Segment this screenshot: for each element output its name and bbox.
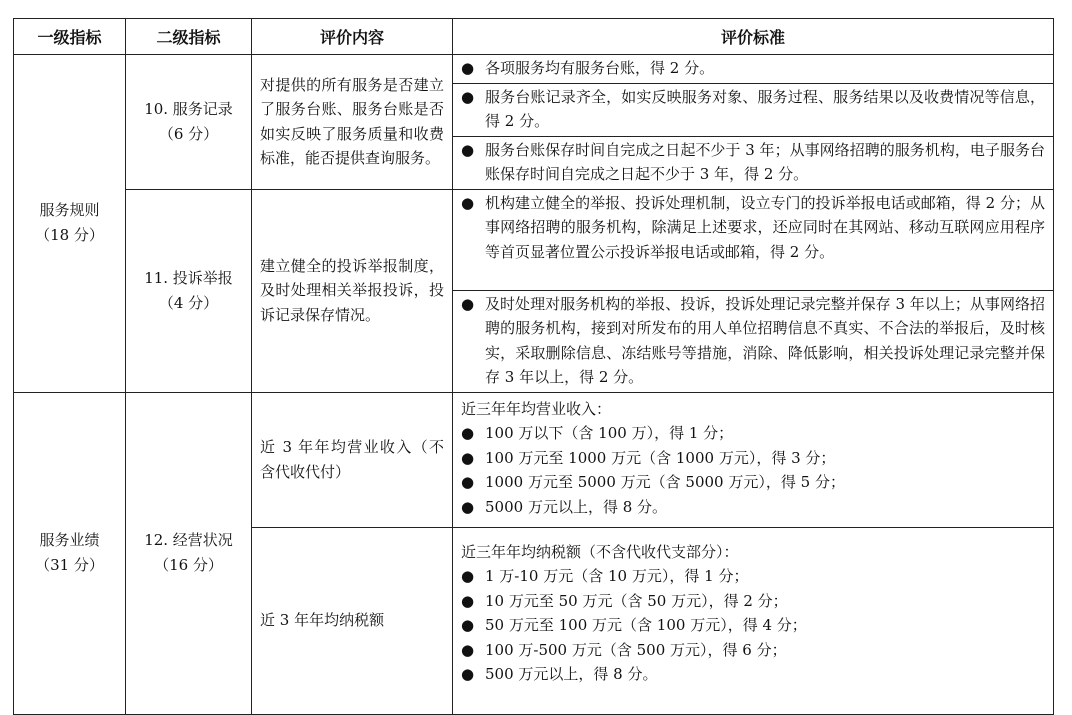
- level2-score: （6 分）: [158, 124, 219, 143]
- level1-title: 服务业绩: [39, 531, 100, 549]
- level2-cell: [126, 189, 252, 392]
- criterion-intro: 近三年年均营业收入：: [461, 399, 612, 418]
- bullet-icon: ●: [461, 616, 475, 634]
- criterion-text: 100 万以下（含 100 万），得 1 分；: [485, 424, 734, 442]
- bullet-icon: ●: [461, 193, 475, 212]
- level1-cell: [14, 55, 126, 393]
- level2-cell: [126, 55, 252, 190]
- criterion-text: 1 万-10 万元（含 10 万元），得 1 分；: [485, 567, 749, 585]
- bullet-icon: ●: [461, 87, 475, 106]
- level2-title: 11. 投诉举报: [144, 268, 233, 287]
- criterion-text: 100 万元至 1000 万元（含 1000 万元），得 3 分；: [485, 448, 836, 467]
- bullet-icon: ●: [461, 497, 475, 516]
- content-cell: 近 3 年年均纳税额: [252, 527, 453, 714]
- bullet-icon: ●: [461, 640, 475, 659]
- criterion-text: 服务台账记录齐全，如实反映服务对象、服务过程、服务结果以及收费情况等信息，得 2 分。: [485, 87, 1045, 130]
- criterion-cell: [453, 290, 1054, 392]
- bullet-icon: ●: [461, 665, 475, 683]
- bullet-icon: ●: [461, 294, 475, 313]
- bullet-icon: ●: [461, 448, 475, 467]
- criterion-text: 10 万元至 50 万元（含 50 万元），得 2 分；: [485, 591, 788, 610]
- content-cell: 建立健全的投诉举报制度，及时处理相关举报投诉，投诉记录保存情况。: [252, 189, 453, 392]
- level1-title: 服务规则: [39, 201, 100, 220]
- criterion-text: 500 万元以上，得 8 分。: [485, 665, 658, 683]
- bullet-icon: ●: [461, 424, 475, 442]
- level1-score: （31 分）: [35, 556, 104, 574]
- criterion-cell: [453, 55, 1054, 84]
- criterion-text: 及时处理对服务机构的举报、投诉，投诉处理记录完整并保存 3 年以上；从事网络招聘的服务机构，接到对所发布的用人单位招聘信息不真实、不合法的举报后，及时核实，采取删除信息、冻结账号等措施，消除、降低影响，相关投诉处理记录完整并保存 3 年以上，得 2 分。: [485, 294, 1045, 386]
- criterion-text: 机构建立健全的举报、投诉处理机制，设立专门的投诉举报电话或邮箱，得 2 分；从事网络招聘的服务机构，除满足上述要求，还应同时在其网站、移动互联网应用程序等首页显著位置公示投诉举报电话或邮箱，得 2 分。: [485, 193, 1045, 261]
- criterion-cell: [453, 83, 1054, 136]
- level2-score: （16 分）: [154, 556, 223, 574]
- level2-title: 12. 经营状况: [144, 531, 233, 549]
- bullet-icon: ●: [461, 567, 475, 585]
- table-row: [14, 392, 1054, 527]
- evaluation-table: [13, 18, 1054, 715]
- criterion-text: 50 万元至 100 万元（含 100 万元），得 4 分；: [485, 616, 807, 634]
- header-level2: 二级指标: [126, 19, 252, 55]
- level2-score: （4 分）: [158, 293, 219, 312]
- criterion-text: 各项服务均有服务台账，得 2 分。: [485, 59, 715, 77]
- criterion-text: 100 万-500 万元（含 500 万元），得 6 分；: [485, 640, 787, 659]
- level1-cell: [14, 392, 126, 714]
- level1-score: （18 分）: [35, 226, 104, 245]
- content-cell: 对提供的所有服务是否建立了服务台账、服务台账是否如实反映了服务质量和收费标准，能否提供查询服务。: [252, 55, 453, 190]
- header-content: 评价内容: [252, 19, 453, 55]
- header-level1: 一级指标: [14, 19, 126, 55]
- criterion-text: 5000 万元以上，得 8 分。: [485, 497, 668, 516]
- criterion-cell: [453, 189, 1054, 290]
- header-row: [14, 19, 1054, 55]
- criterion-intro: 近三年年均纳税额（不含代收代支部分）：: [461, 542, 739, 561]
- table-row: [14, 189, 1054, 290]
- bullet-icon: ●: [461, 59, 475, 77]
- bullet-icon: ●: [461, 591, 475, 610]
- content-cell: 近 3 年年均营业收入（不含代收代付）: [252, 392, 453, 527]
- criterion-cell: [453, 527, 1054, 714]
- header-criteria: 评价标准: [453, 19, 1054, 55]
- criterion-cell: [453, 392, 1054, 527]
- level2-title: 10. 服务记录: [144, 99, 233, 118]
- criterion-text: 服务台账保存时间自完成之日起不少于 3 年；从事网络招聘的服务机构，电子服务台账保存时间自完成之日起不少于 3 年，得 2 分。: [485, 140, 1045, 183]
- criterion-cell: [453, 136, 1054, 189]
- bullet-icon: ●: [461, 473, 475, 491]
- table-row: [14, 55, 1054, 84]
- level2-cell: [126, 392, 252, 714]
- criterion-text: 1000 万元至 5000 万元（含 5000 万元），得 5 分；: [485, 473, 845, 491]
- bullet-icon: ●: [461, 140, 475, 159]
